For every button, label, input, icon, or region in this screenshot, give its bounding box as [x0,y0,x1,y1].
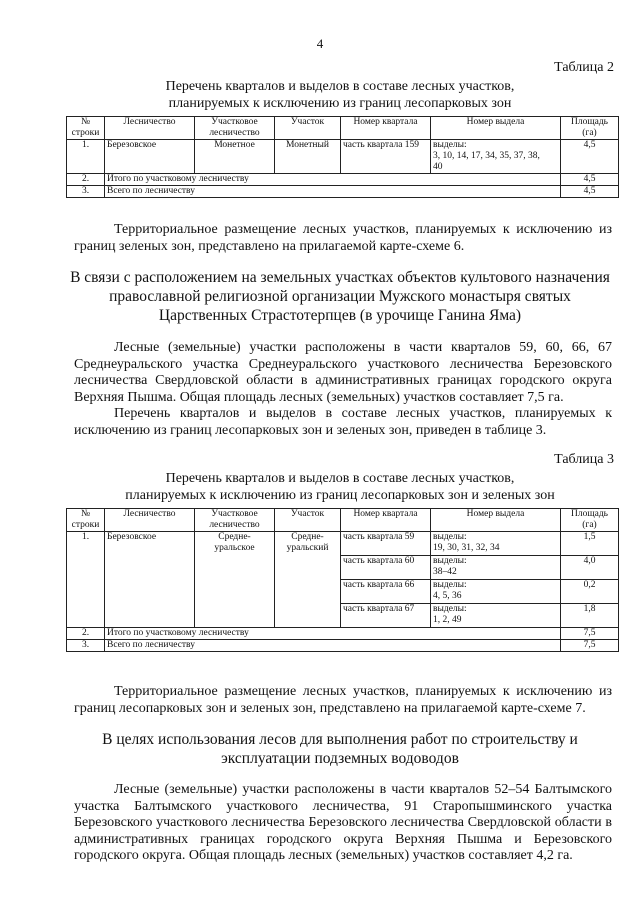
cell-allotment: выделы: 38–42 [431,556,561,580]
heading-2 [60,730,620,768]
table2-header-row [67,117,619,140]
table2-title-line2: планируемых к исключению из границ лесопарковых зон [168,96,512,111]
paragraph-3: Перечень кварталов и выделов в составе лесных участков, планируемых к исключению из границ лесопарковых зон и зеленых зон, приведен в таблице 3. [74,406,612,438]
paragraph-2: Лесные (земельные) участки расположены в части кварталов 59, 60, 66, 67 Среднеуральского участка Среднеуральского участкового лесничества Березовского лесничества Свердловской области в административных границах городского округа Верхняя Пышма. Общая площадь лесных (земельных) участков составляет 7,5 га. [74,340,612,405]
cell-no: 3. [67,640,105,652]
cell-no: 3. [67,186,105,198]
header-quarter: Номер квартала [341,509,431,532]
cell-district: Средне- уральское [195,532,275,628]
paragraph-4: Территориальное размещение лесных участков, планируемых к исключению из границ лесопарковых зон и зеленых зон, представлено на прилагаемой карте-схеме 7. [74,684,612,716]
table3-title-line2: планируемых к исключению из границ лесопарковых зон и зеленых зон [125,488,555,503]
table-row [67,140,619,174]
table3-title [40,470,640,504]
cell-area: 4,5 [561,174,619,186]
heading-1-line1: В связи с расположением на земельных участках объектов культового назначения [70,269,610,286]
table-row-total-forestry [67,640,619,652]
header-forestry: Лесничество [105,117,195,140]
header-section: Участок [275,117,341,140]
cell-area: 7,5 [561,628,619,640]
cell-forestry: Березовское [105,140,195,174]
table-row [67,532,619,556]
cell-allotment: выделы: 1, 2, 49 [431,604,561,628]
cell-area: 4,5 [561,140,619,174]
header-forestry: Лесничество [105,509,195,532]
header-quarter: Номер квартала [341,117,431,140]
cell-total-label: Итого по участковому лесничеству [105,174,561,186]
paragraph-1: Территориальное размещение лесных участков, планируемых к исключению из границ зеленых зон, представлено на прилагаемой карте-схеме 6. [74,222,612,254]
header-allotment: Номер выдела [431,117,561,140]
cell-quarter: часть квартала 60 [341,556,431,580]
cell-no: 1. [67,140,105,174]
cell-area: 7,5 [561,640,619,652]
cell-allotment: выделы: 3, 10, 14, 17, 34, 35, 37, 38, 40 [431,140,561,174]
cell-section: Монетный [275,140,341,174]
table-row-total-district [67,174,619,186]
header-district: Участковое лесничество [195,509,275,532]
table-row-total-forestry [67,186,619,198]
heading-2-line1: В целях использования лесов для выполнения работ по строительству и [102,731,578,748]
table2-title-line1: Перечень кварталов и выделов в составе лесных участков, [165,79,515,94]
heading-2-line2: эксплуатации подземных водоводов [221,750,459,767]
cell-area: 4,0 [561,556,619,580]
table3 [66,508,619,652]
cell-quarter: часть квартала 159 [341,140,431,174]
cell-no: 2. [67,174,105,186]
cell-area: 4,5 [561,186,619,198]
header-no: № строки [67,117,105,140]
table3-header-row [67,509,619,532]
table2-title [40,78,640,112]
table2-label: Таблица 2 [554,60,614,75]
paragraph-5: Лесные (земельные) участки расположены в части кварталов 52–54 Балтымского участка Балтымского участкового лесничества, 91 Старопышминского участка Березовского участкового лесничества Березовского лесничества Свердловской области в административных границах городского округа Верхняя Пышма и Березовского городского округа. Общая площадь лесных (земельных) участков составляет 4,2 га. [74,782,612,863]
cell-area: 1,5 [561,532,619,556]
cell-total-label: Всего по лесничеству [105,640,561,652]
header-area: Площадь (га) [561,117,619,140]
cell-no: 1. [67,532,105,628]
heading-1 [60,268,620,325]
cell-quarter: часть квартала 59 [341,532,431,556]
cell-quarter: часть квартала 67 [341,604,431,628]
cell-district: Монетное [195,140,275,174]
header-allotment: Номер выдела [431,509,561,532]
page-number: 4 [316,36,324,51]
cell-area: 1,8 [561,604,619,628]
header-area: Площадь (га) [561,509,619,532]
table2 [66,116,619,198]
cell-total-label: Итого по участковому лесничеству [105,628,561,640]
cell-allotment: выделы: 19, 30, 31, 32, 34 [431,532,561,556]
table3-title-line1: Перечень кварталов и выделов в составе лесных участков, [165,471,515,486]
cell-area: 0,2 [561,580,619,604]
cell-no: 2. [67,628,105,640]
heading-1-line3: Царственных Страстотерпцев (в урочище Ганина Яма) [158,307,522,324]
header-no: № строки [67,509,105,532]
table-row-total-district [67,628,619,640]
cell-total-label: Всего по лесничеству [105,186,561,198]
table3-label: Таблица 3 [554,452,614,467]
heading-1-line2: православной религиозной организации Мужского монастыря святых [109,288,571,305]
header-section: Участок [275,509,341,532]
cell-forestry: Березовское [105,532,195,628]
cell-quarter: часть квартала 66 [341,580,431,604]
cell-section: Средне- уральский [275,532,341,628]
cell-allotment: выделы: 4, 5, 36 [431,580,561,604]
header-district: Участковое лесничество [195,117,275,140]
